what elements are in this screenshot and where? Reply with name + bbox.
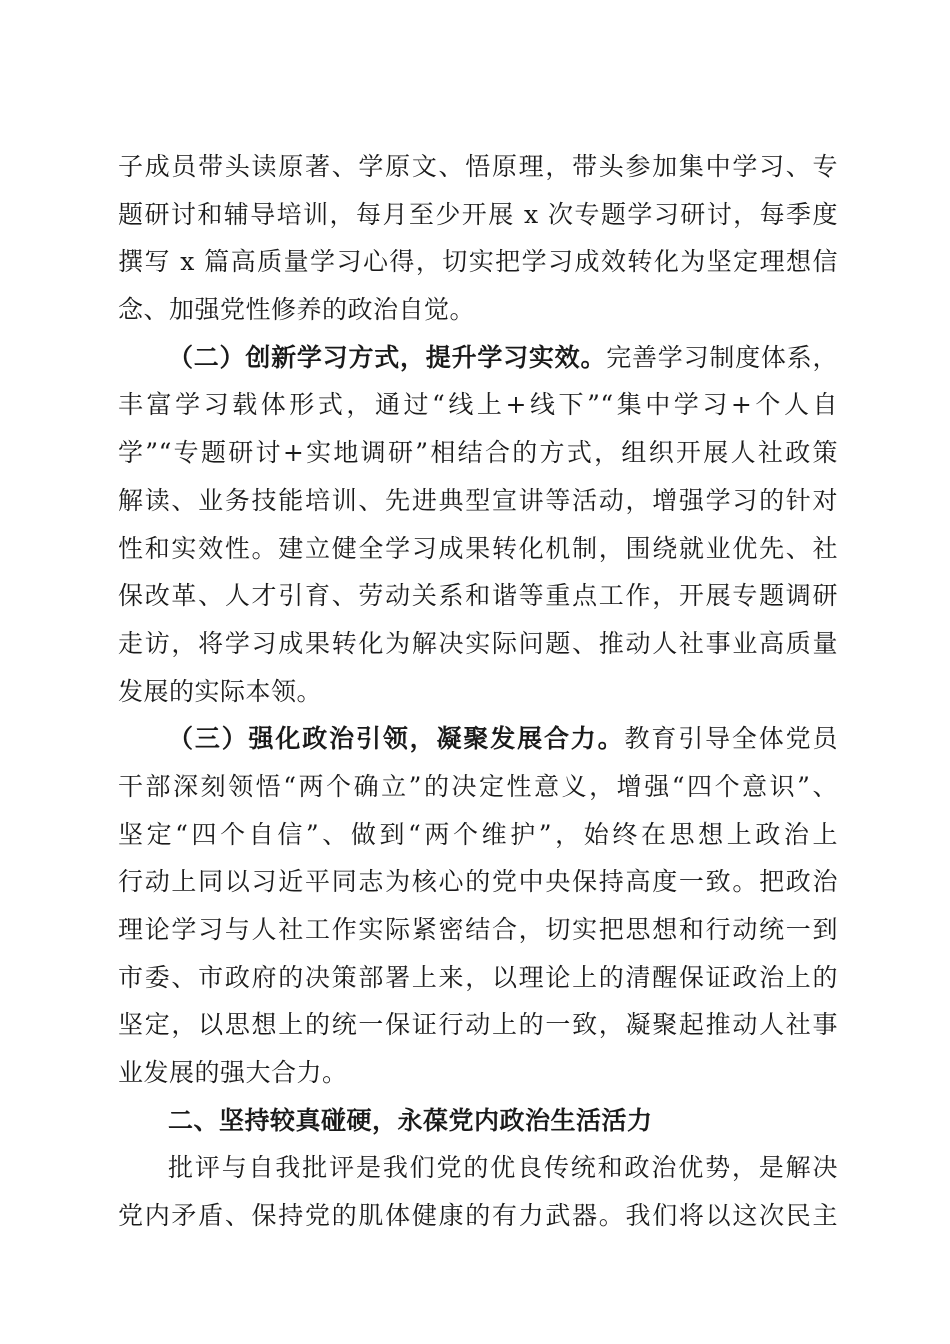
text-span: 教育引导全体党员	[624, 724, 838, 754]
text-line: 撰写 x 篇高质量学习心得，切实把学习成效转化为坚定理想信	[118, 247, 838, 277]
text-line: 坚定“四个自信”、做到“两个维护”，始终在思想上政治上	[118, 819, 838, 849]
text-line: 业发展的强大合力。	[118, 1058, 348, 1088]
section-heading: 二、坚持较真碰硬，永葆党内政治生活活力	[168, 1105, 653, 1135]
text-line: 丰富学习载体形式，通过“线上+线下”“集中学习+个人自	[118, 390, 838, 420]
subsection-heading: （三）强化政治引领，凝聚发展合力。	[168, 724, 625, 754]
text-line: 解读、业务技能培训、先进典型宣讲等活动，增强学习的针对	[118, 485, 838, 515]
paragraph	[118, 143, 838, 334]
text-line: 坚定，以思想上的统一保证行动上的一致，凝聚起推动人社事	[118, 1010, 838, 1040]
text-line: 念、加强党性修养的政治自觉。	[118, 295, 476, 325]
text-line: 党内矛盾、保持党的肌体健康的有力武器。我们将以这次民主	[118, 1201, 838, 1231]
text-line: 市委、市政府的决策部署上来，以理论上的清醒保证政治上的	[118, 962, 838, 992]
text-line: 题研讨和辅导培训，每月至少开展 x 次专题学习研讨，每季度	[118, 199, 838, 229]
text-line: 理论学习与人社工作实际紧密结合，切实把思想和行动统一到	[118, 915, 838, 944]
text-line: 发展的实际本领。	[118, 676, 323, 706]
paragraph	[118, 1144, 838, 1239]
text-line	[118, 715, 838, 763]
text-line: 批评与自我批评是我们党的优良传统和政治优势，是解决	[168, 1153, 838, 1183]
text-line: 保改革、人才引育、劳动关系和谐等重点工作，开展专题调研	[118, 581, 838, 611]
text-line: 干部深刻领悟“两个确立”的决定性意义，增强“四个意识”、	[118, 771, 838, 801]
text-line: 子成员带头读原著、学原文、悟原理，带头参加集中学习、专	[118, 152, 838, 181]
text-line: 学”“专题研讨+实地调研”相结合的方式，组织开展人社政策	[118, 438, 838, 468]
text-line: 性和实效性。建立健全学习成果转化机制，围绕就业优先、社	[118, 533, 838, 563]
text-line: 行动上同以习近平同志为核心的党中央保持高度一致。把政治	[118, 867, 838, 897]
paragraph	[118, 715, 838, 1097]
text-line	[118, 334, 838, 382]
subsection-heading: （二）创新学习方式，提升学习实效。	[168, 342, 607, 372]
text-span: 完善学习制度体系，	[606, 342, 838, 372]
paragraph	[118, 334, 838, 716]
document-body	[118, 143, 838, 1240]
text-line: 走访，将学习成果转化为解决实际问题、推动人社事业高质量	[118, 628, 838, 658]
